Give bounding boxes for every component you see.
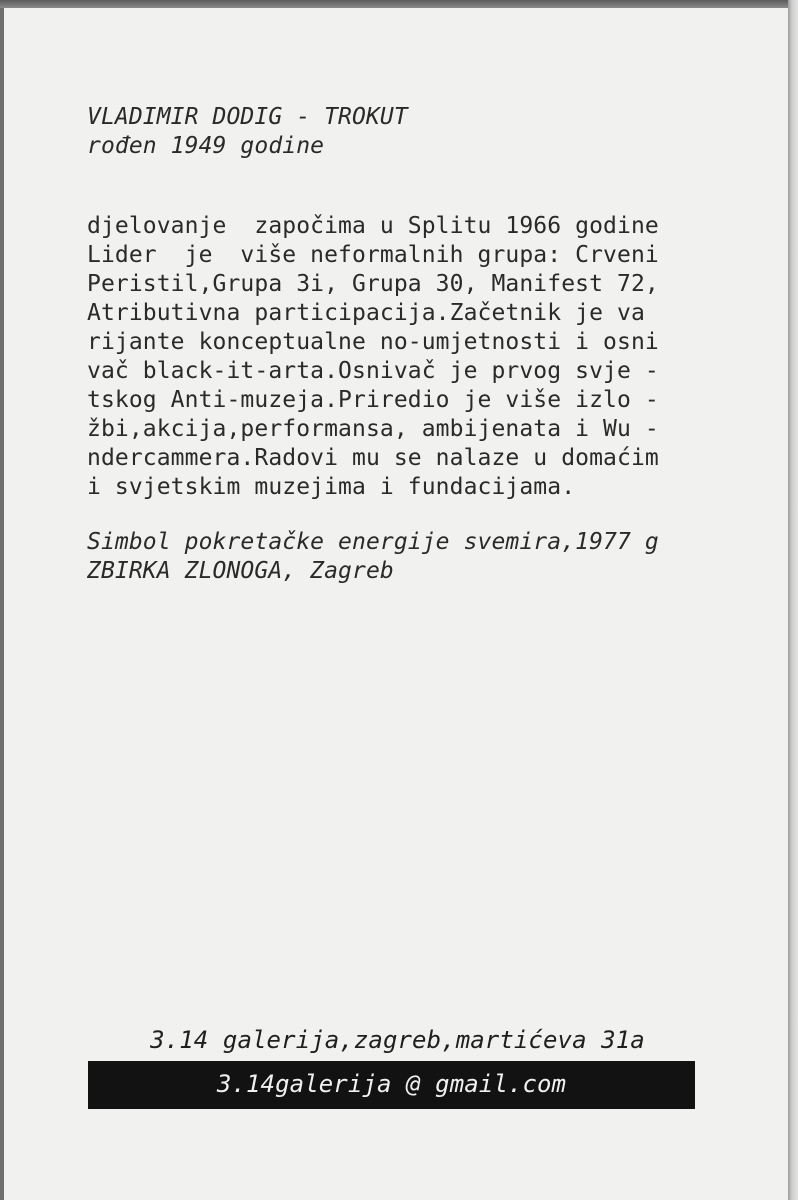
- bio-line: ndercammera.Radovi mu se nalaze u domaćim: [87, 445, 659, 471]
- bio-line: Lider je više neformalnih grupa: Crveni: [87, 242, 659, 268]
- bio-line: Atributivna participacija.Začetnik je va: [87, 300, 645, 326]
- bio-line: djelovanje započima u Splitu 1966 godine: [87, 213, 659, 239]
- bio-line: vač black-it-arta.Osnivač je prvog svje -: [87, 358, 659, 384]
- gallery-email: 3.14galerija @ gmail.com: [216, 1070, 567, 1098]
- email-banner: [88, 1061, 695, 1109]
- bio-line: i svjetskim muzejima i fundacijama.: [87, 474, 576, 500]
- bio-line: žbi,akcija,performansa, ambijenata i Wu -: [87, 416, 659, 442]
- artist-header: [87, 103, 408, 161]
- bio-line: tskog Anti-muzeja.Priredio je više izlo -: [87, 387, 659, 413]
- artist-biography: [87, 212, 659, 502]
- bio-line: Peristil,Grupa 3i, Grupa 30, Manifest 72,: [87, 271, 659, 297]
- scan-top-edge: [0, 0, 798, 8]
- document-page: [4, 8, 788, 1200]
- artwork-title: Simbol pokretačke energije svemira,1977 g: [87, 529, 659, 555]
- scan-right-edge: [788, 0, 798, 1200]
- bio-line: rijante konceptualne no-umjetnosti i osni: [87, 329, 659, 355]
- artwork-caption: [87, 528, 659, 586]
- gallery-address: [0, 1026, 798, 1055]
- gallery-address-text: 3.14 galerija,zagreb,martićeva 31a: [150, 1026, 645, 1054]
- artist-name: VLADIMIR DODIG - TROKUT: [87, 104, 408, 130]
- artwork-collection: ZBIRKA ZLONOGA, Zagreb: [87, 558, 394, 584]
- artist-birth: rođen 1949 godine: [87, 133, 325, 159]
